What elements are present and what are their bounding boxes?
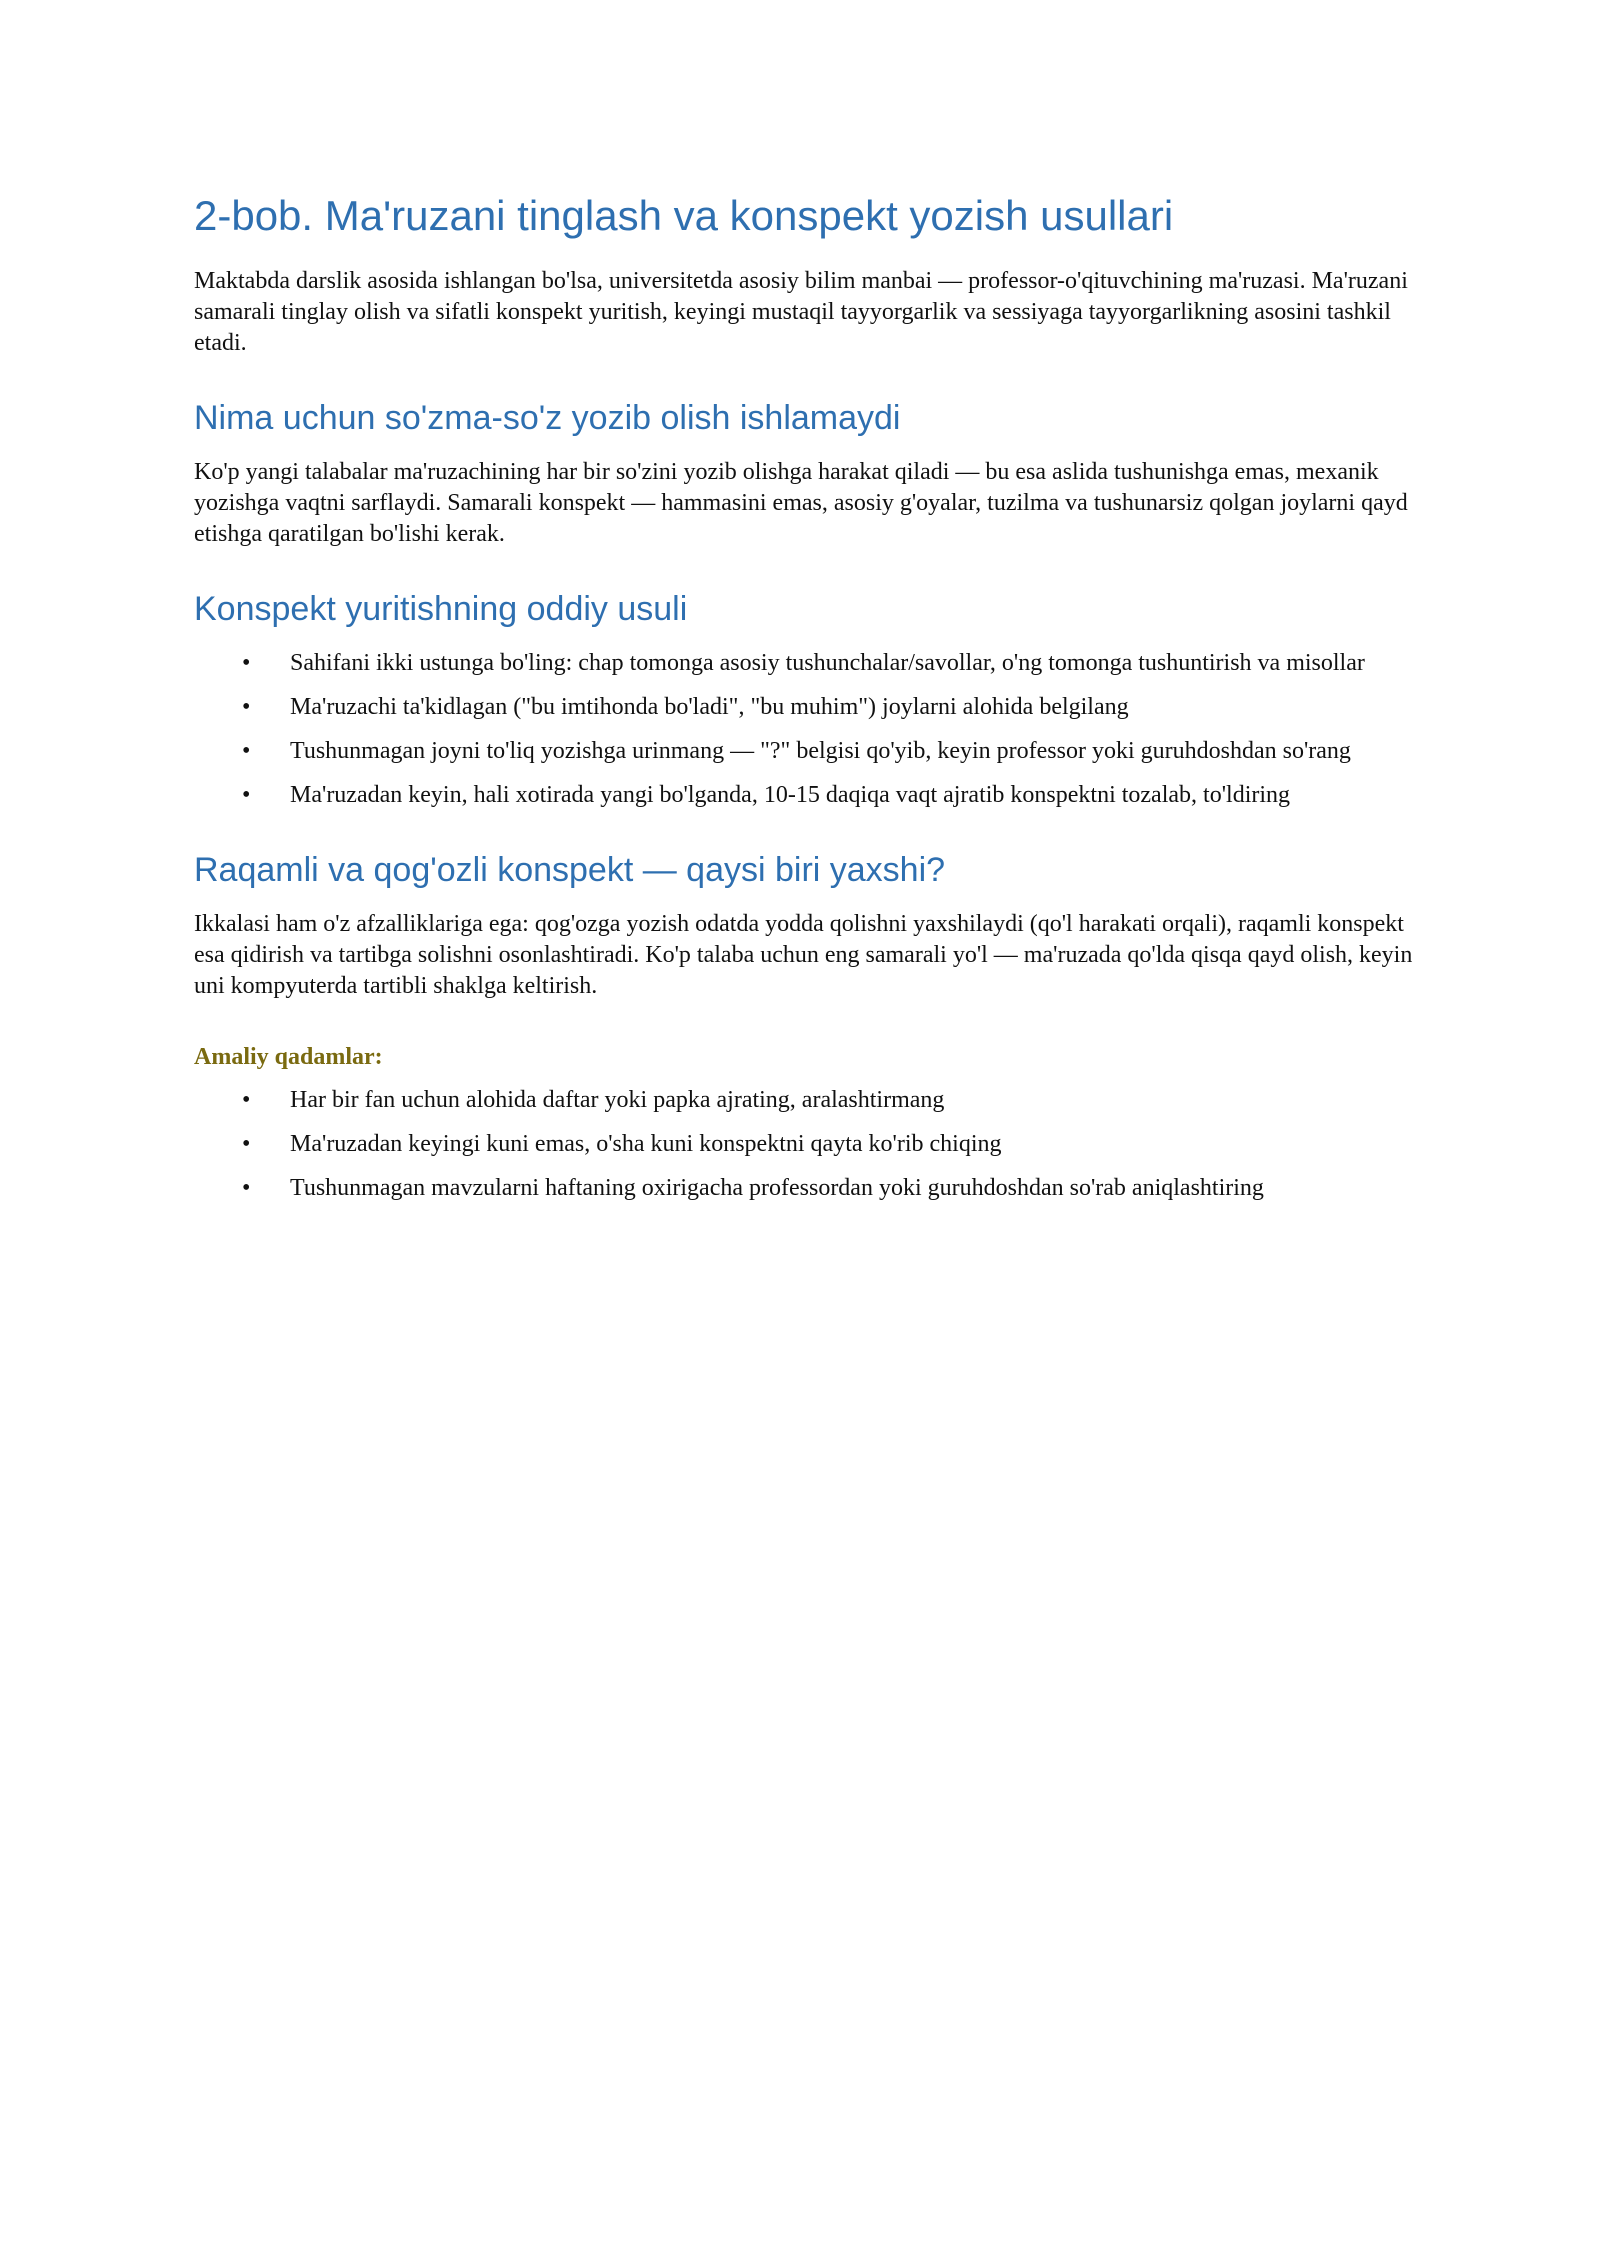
bullet-icon: • [242, 738, 251, 764]
practical-steps-label: Amaliy qadamlar: [194, 1044, 383, 1070]
list-item-text: Sahifani ikki ustunga bo'ling: chap tomonga asosiy tushunchalar/savollar, o'ng tomonga tushuntirish va misollar [290, 650, 1365, 676]
section-heading-digital-vs-paper: Raqamli va qog'ozli konspekt — qaysi biri yaxshi? [194, 851, 946, 889]
list-item [194, 1085, 1414, 1116]
bullet-icon: • [242, 650, 251, 676]
bullet-icon: • [242, 694, 251, 720]
list-item [194, 736, 1414, 767]
section-paragraph-verbatim: Ko'p yangi talabalar ma'ruzachining har bir so'zini yozib olishga harakat qiladi — bu esa aslida tushunishga emas, mexanik yozishga vaqtni sarflaydi. Samarali konspekt — hammasini emas, asosiy g'oyalar, tuzilma va tushunarsiz qolgan joylarni qayd etishga qaratilgan bo'lishi kerak. [194, 459, 1408, 547]
section-paragraph-digital-vs-paper: Ikkalasi ham o'z afzalliklariga ega: qog'ozga yozish odatda yodda qolishni yaxshilaydi (qo'l harakati orqali), raqamli konspekt esa qidirish va tartibga solishni osonlashtiradi. Ko'p talaba uchun eng samarali yo'l — ma'ruzada qo'lda qisqa qayd olish, keyin uni kompyuterda tartibli shaklga keltirish. [194, 911, 1413, 999]
list-item [194, 648, 1414, 679]
section-heading-method: Konspekt yuritishning oddiy usuli [194, 590, 688, 628]
intro-paragraph: Maktabda darslik asosida ishlangan bo'lsa, universitetda asosiy bilim manbai — professor-o'qituvchining ma'ruzasi. Ma'ruzani samarali tinglay olish va sifatli konspekt yuritish, keyingi mustaqil tayyorgarlik va sessiyaga tayyorgarlikning asosini tashkil etadi. [194, 268, 1408, 356]
list-item-text: Tushunmagan joyni to'liq yozishga urinmang — "?" belgisi qo'yib, keyin professor yoki guruhdoshdan so'rang [290, 738, 1351, 764]
list-item-text: Ma'ruzadan keyingi kuni emas, o'sha kuni konspektni qayta ko'rib chiqing [290, 1131, 1002, 1157]
list-item [194, 1129, 1414, 1160]
list-item [194, 780, 1414, 811]
list-item-text: Ma'ruzachi ta'kidlagan ("bu imtihonda bo'ladi", "bu muhim") joylarni alohida belgilang [290, 694, 1129, 720]
section-heading-verbatim: Nima uchun so'zma-so'z yozib olish ishlamaydi [194, 399, 901, 437]
bullet-icon: • [242, 1175, 251, 1201]
document-content [194, 190, 1414, 1217]
bullet-icon: • [242, 782, 251, 808]
list-item-text: Ma'ruzadan keyin, hali xotirada yangi bo'lganda, 10-15 daqiqa vaqt ajratib konspektni tozalab, to'ldiring [290, 782, 1291, 808]
method-bullet-list [194, 648, 1414, 811]
bullet-icon: • [242, 1131, 251, 1157]
list-item [194, 692, 1414, 723]
list-item-text: Har bir fan uchun alohida daftar yoki papka ajrating, aralashtirmang [290, 1087, 945, 1113]
bullet-icon: • [242, 1087, 251, 1113]
chapter-title: 2-bob. Ma'ruzani tinglash va konspekt yozish usullari [194, 192, 1174, 239]
list-item-text: Tushunmagan mavzularni haftaning oxirigacha professordan yoki guruhdoshdan so'rab aniqlashtiring [290, 1175, 1264, 1201]
list-item [194, 1173, 1414, 1204]
practical-steps-list [194, 1085, 1414, 1204]
